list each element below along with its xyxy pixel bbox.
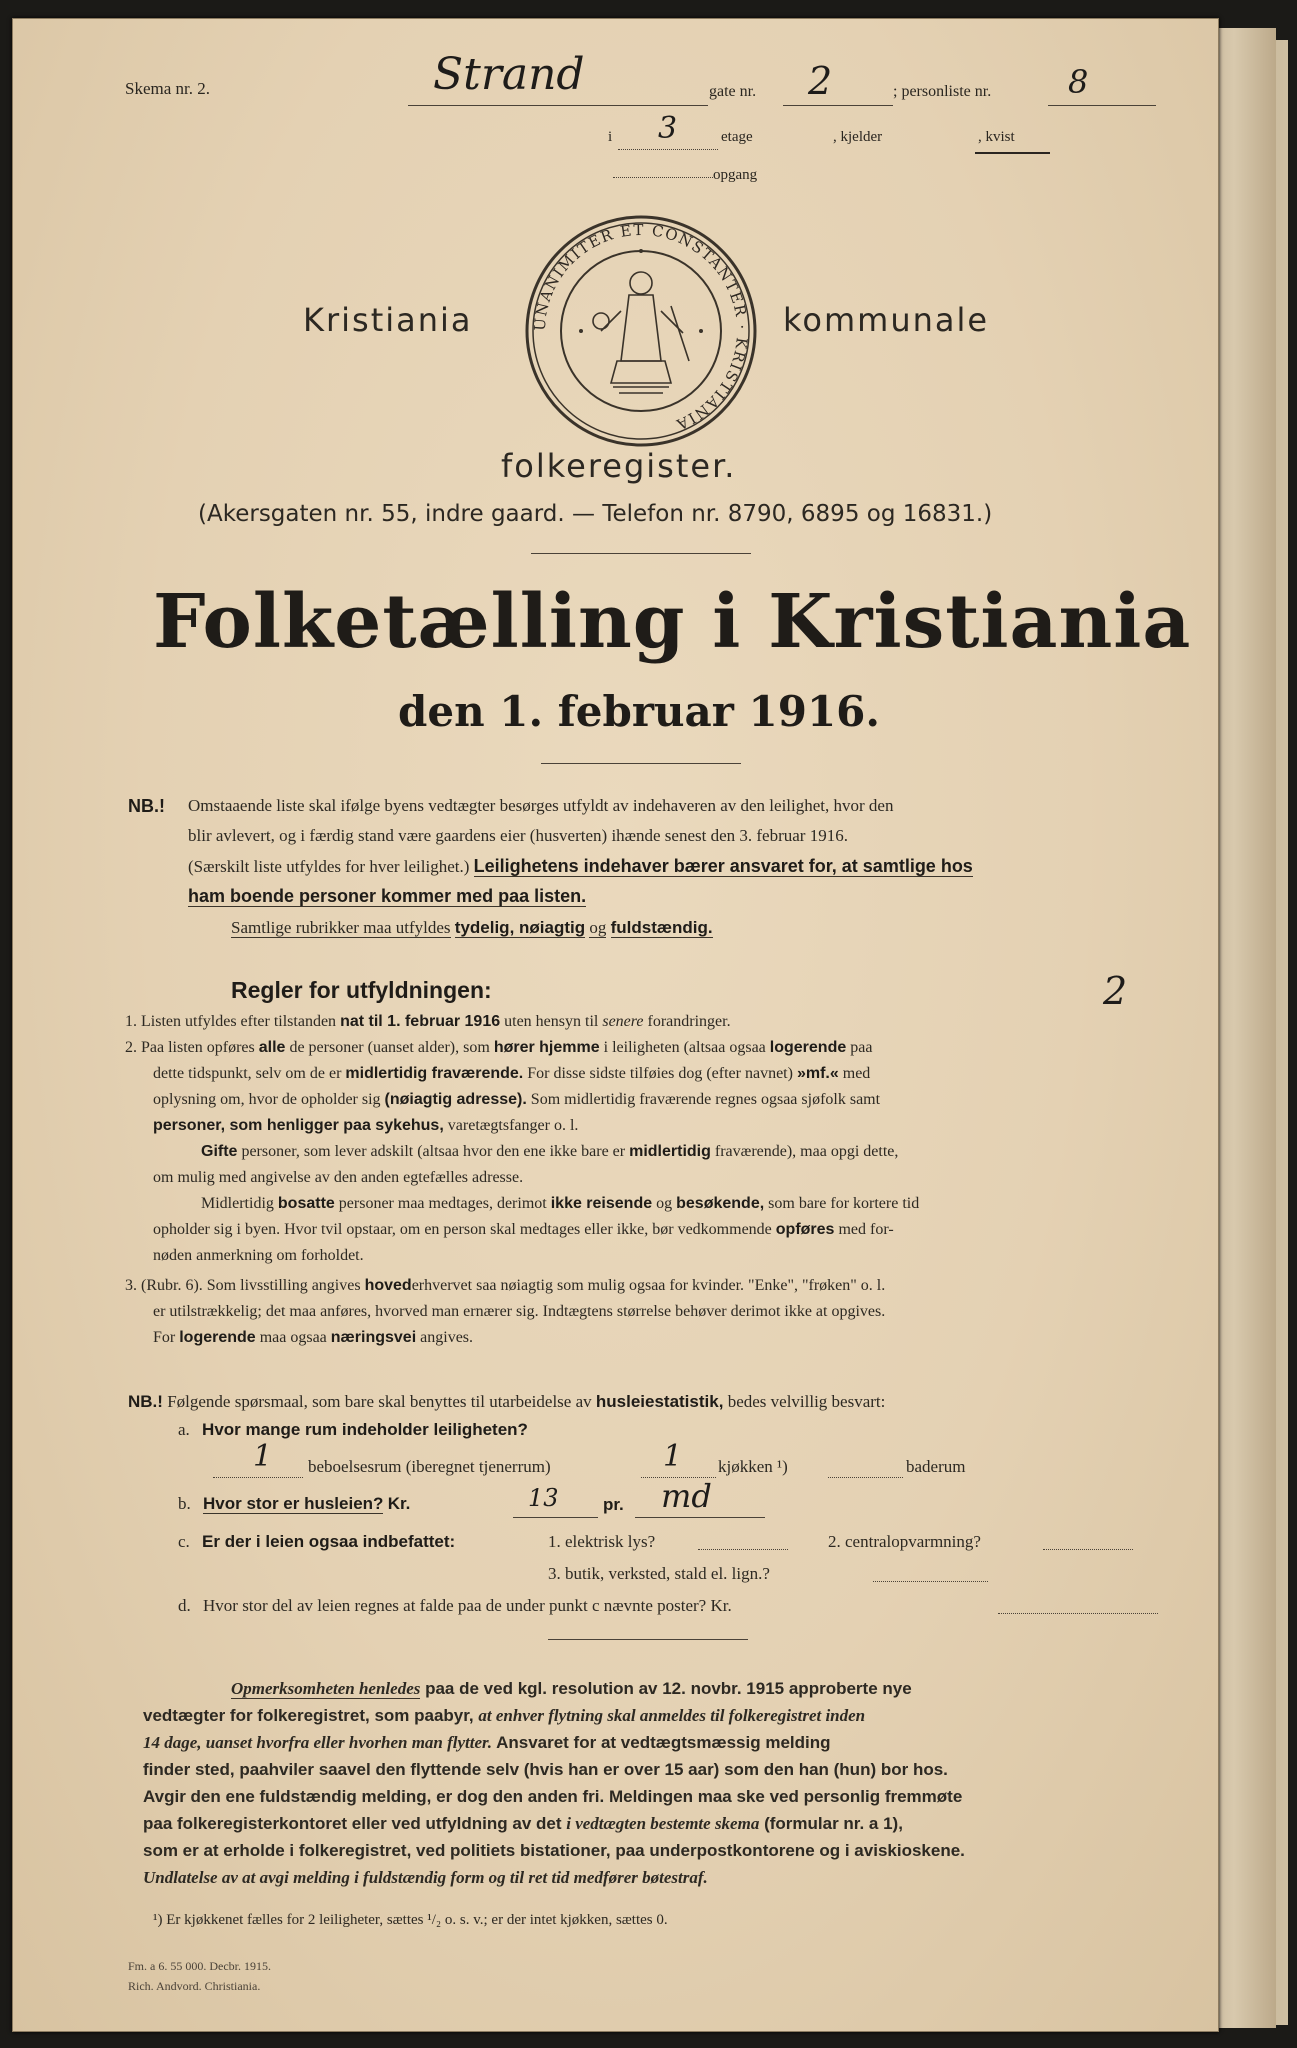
option-1: 1. elektrisk lys? xyxy=(548,1532,656,1551)
option-1-line xyxy=(698,1549,788,1550)
rule-2-a: Paa listen opføres xyxy=(141,1039,255,1056)
rule-2-q: varetægtsfanger o. l. xyxy=(447,1117,579,1134)
option-3: 3. butik, verksted, stald el. lign.? xyxy=(548,1564,770,1583)
option-3-line xyxy=(873,1581,988,1582)
divider xyxy=(548,1639,748,1640)
rule-3-b: hoved xyxy=(364,1277,412,1294)
etage-number: 3 xyxy=(658,111,678,146)
opgang-label: opgang xyxy=(713,167,758,183)
nb2-intro-a: Følgende spørsmaal, som bare skal benyttes til utarbeidelse av xyxy=(167,1392,592,1411)
skema-label: Skema nr. 2. xyxy=(125,79,210,98)
personliste-number: 8 xyxy=(1068,63,1089,101)
nb1-line-3 xyxy=(188,853,973,880)
notice-j: i vedtægten bestemte skema xyxy=(566,1814,760,1833)
nb2-intro xyxy=(128,1389,885,1415)
rule-2-u: fraværende), maa opgi dette, xyxy=(714,1143,899,1160)
rule-1-a: Listen utfyldes efter tilstanden xyxy=(141,1013,337,1030)
question-c-text: Er der i leien ogsaa indbefattet: xyxy=(202,1532,456,1551)
office-right: kommunale xyxy=(783,301,990,339)
rule-2-af: med for- xyxy=(838,1221,894,1238)
rooms-answer: 1 xyxy=(253,1439,273,1474)
notice-line-5: Avgir den ene fuldstændig melding, er dog den anden fri. Meldingen maa ske ved personlig fremmøte xyxy=(143,1787,963,1806)
notice-line-8: Undlatelse av at avgi melding i fuldstændig form og til ret tid medfører bøtestraf. xyxy=(143,1868,708,1887)
office-address: (Akersgaten nr. 55, indre gaard. — Telefon nr. 8790, 6895 og 16831.) xyxy=(198,501,993,527)
rule-3-g: maa ogsaa xyxy=(259,1329,327,1346)
notice-line-7: som er at erholde i folkeregistret, ved politiets bistationer, paa underpostkontorene og i aviskioskene. xyxy=(143,1841,965,1860)
notice-k: (formular nr. a 1), xyxy=(764,1814,903,1833)
rule-1-e: forandringer. xyxy=(647,1013,731,1030)
rule-1-d: senere xyxy=(602,1013,644,1030)
rent-kr-label: Kr. xyxy=(387,1494,411,1513)
kitchen-label: kjøkken ¹) xyxy=(718,1457,788,1476)
nb1-all-persons: ham boende personer kommer med paa listen. xyxy=(188,886,587,906)
rule-2-n: (nøiagtig adresse). xyxy=(384,1091,527,1108)
divider xyxy=(531,553,751,554)
street-line xyxy=(408,105,708,106)
rule-2-line-9: nøden anmerkning om forholdet. xyxy=(153,1247,364,1264)
nb1-line-5a: Samtlige rubrikker maa utfyldes xyxy=(231,918,451,937)
etage-line xyxy=(618,149,718,150)
rule-1-b: nat til 1. februar 1916 xyxy=(340,1013,501,1030)
rule-2-ab: besøkende, xyxy=(676,1195,765,1212)
rule-3-a: (Rubr. 6). Som livsstilling angives xyxy=(141,1277,361,1294)
rule-2-b: alle xyxy=(258,1039,286,1056)
margin-note: 2 xyxy=(1103,969,1128,1013)
rule-number: 1. xyxy=(125,1013,137,1030)
per-line xyxy=(635,1517,765,1518)
rule-2-x: bosatte xyxy=(277,1195,335,1212)
bath-answer-line xyxy=(828,1477,903,1478)
etage-label: etage xyxy=(721,129,753,145)
rule-3-f: logerende xyxy=(179,1329,256,1346)
nb2-intro-b: husleiestatistik, xyxy=(595,1392,724,1411)
rule-3-i: angives. xyxy=(420,1329,474,1346)
rule-number: 2. xyxy=(125,1039,137,1056)
rule-3-e: For xyxy=(153,1329,176,1346)
nb1-line-2: blir avlevert, og i færdig stand være gaardens eier (husverten) ihænde senest den 3. februar 1916. xyxy=(188,826,848,845)
census-form-page xyxy=(12,18,1219,2032)
rule-number: 3. xyxy=(125,1277,137,1294)
rule-2-m: oplysning om, hvor de opholder sig xyxy=(153,1091,381,1108)
rule-2-g: paa xyxy=(850,1039,873,1056)
kjelder-label: , kjelder xyxy=(833,129,883,145)
rule-2-e: i leiligheten (altsaa ogsaa xyxy=(603,1039,766,1056)
nb2-intro-c: bedes velvillig besvart: xyxy=(727,1392,886,1411)
notice-line-2 xyxy=(143,1702,1178,1729)
i-label: i xyxy=(608,129,613,145)
rule-2-ad: opholder sig i byen. Hvor tvil opstaar, om en person skal medtages eller ikke, bør vedkommende xyxy=(153,1221,772,1238)
gate-line xyxy=(783,105,893,106)
notice-d: at enhver flytning skal anmeldes til folkeregistret inden xyxy=(478,1706,866,1725)
notice-i: paa folkeregisterkontoret eller ved utfyldning av det xyxy=(143,1814,562,1833)
question-b xyxy=(178,1491,410,1517)
per-label: pr. xyxy=(603,1495,624,1514)
rule-3-line-2: er utilstrækkelig; det maa anføres, hvorved man ernærer sig. Indtægtens størrelse behøver derimot ikke at opgives. xyxy=(153,1303,886,1320)
question-d-label: d. xyxy=(178,1596,191,1615)
rule-2-c: de personer (uanset alder), som xyxy=(289,1039,490,1056)
kitchen-answer: 1 xyxy=(663,1439,683,1474)
question-a xyxy=(178,1417,528,1443)
question-d xyxy=(178,1593,732,1619)
rule-2-h: dette tidspunkt, selv om de er xyxy=(153,1065,342,1082)
title-date: den 1. februar 1916. xyxy=(398,687,881,736)
rule-2-line-3 xyxy=(153,1087,880,1113)
option-2: 2. centralopvarmning? xyxy=(828,1532,981,1551)
rule-2-line-6: om mulig med angivelse av den anden egtefælles adresse. xyxy=(153,1169,524,1186)
kvist-underline xyxy=(975,152,1050,154)
rule-2-i: midlertidig fraværende. xyxy=(345,1065,524,1082)
divider xyxy=(541,763,741,764)
nb1-line-5c: og xyxy=(589,918,607,937)
rule-2-ac: som bare for kortere tid xyxy=(768,1195,920,1212)
rule-2-p: personer, som henligger paa sykehus, xyxy=(153,1117,444,1134)
notice-line-4: finder sted, paahviler saavel den flyttende selv (hvis han er over 15 aar) som den han (hun) bor hos. xyxy=(143,1760,948,1779)
rule-2-line-8 xyxy=(153,1217,894,1243)
notice-line-6 xyxy=(143,1810,1178,1837)
rule-2-z: ikke reisende xyxy=(550,1195,653,1212)
notice-line-3 xyxy=(143,1729,1178,1756)
rule-2-line-2 xyxy=(153,1061,870,1087)
rule-2-r: Gifte xyxy=(201,1143,238,1160)
nb1-line-4 xyxy=(188,883,586,910)
rule-2-line-1 xyxy=(125,1035,872,1061)
imprint-line-1: Fm. a 6. 55 000. Decbr. 1915. xyxy=(128,1959,271,1973)
question-c xyxy=(178,1529,455,1555)
rule-1 xyxy=(125,1009,731,1035)
rule-2-w: Midlertidig xyxy=(201,1195,274,1212)
nb1-line-5b: tydelig, nøiagtig xyxy=(454,918,586,937)
rule-2-k: »mf.« xyxy=(796,1065,839,1082)
option-2-line xyxy=(1043,1549,1133,1550)
nb2-label: NB.! xyxy=(128,1392,163,1411)
per-answer: md xyxy=(661,1477,712,1515)
question-c-label: c. xyxy=(178,1532,190,1551)
notice-block xyxy=(143,1675,1178,1891)
rule-2-t: midlertidig xyxy=(629,1143,711,1160)
notice-line-1 xyxy=(143,1675,1178,1702)
rule-3-c: erhvervet saa nøiagtig som mulig ogsaa for kvinder. "Enke", "frøken" o. l. xyxy=(411,1277,886,1294)
bath-label: baderum xyxy=(906,1457,966,1476)
rule-2-line-5 xyxy=(201,1139,898,1165)
rule-2-f: logerende xyxy=(769,1039,847,1056)
rule-2-j: For disse sidste tilføies dog (efter navnet) xyxy=(527,1065,793,1082)
gate-number: 2 xyxy=(808,59,833,103)
rent-line xyxy=(513,1517,598,1518)
rule-2-s: personer, som lever adskilt (altsaa hvor den ene ikke bare er xyxy=(241,1143,626,1160)
question-d-text: Hvor stor del av leien regnes at falde paa de under punkt c nævnte poster? xyxy=(203,1596,707,1615)
rule-2-ae: opføres xyxy=(775,1221,835,1238)
nb1-label: NB.! xyxy=(128,796,165,816)
notice-f: Ansvaret for at vedtægtsmæssig melding xyxy=(496,1733,831,1752)
notice-b: paa de ved kgl. resolution av 12. novbr. 1915 approberte nye xyxy=(425,1679,912,1698)
rule-2-y: personer maa medtages, derimot xyxy=(338,1195,547,1212)
rule-2-aa: og xyxy=(656,1195,673,1212)
rule-2-o: Som midlertidig fraværende regnes ogsaa sjøfolk samt xyxy=(530,1091,881,1108)
title-main: Folketælling i Kristiania xyxy=(153,579,1192,665)
question-b-text: Hvor stor er husleien? xyxy=(203,1494,384,1513)
notice-a: Opmerksomheten henledes xyxy=(231,1679,421,1698)
nb1-line-5 xyxy=(231,915,713,941)
rule-2-line-7 xyxy=(201,1191,919,1217)
question-a-label: a. xyxy=(178,1420,190,1439)
notice-c: vedtægter for folkeregistret, som paabyr, xyxy=(143,1706,474,1725)
rent-answer: 13 xyxy=(528,1484,559,1512)
question-d-kr: Kr. xyxy=(710,1596,732,1615)
svg-text:UNANIMITER ET CONSTANTER · KRI: UNANIMITER ET CONSTANTER · KRISTIANIA xyxy=(530,220,752,435)
nb1-line-5d: fuldstændig. xyxy=(610,918,713,937)
personliste-label: ; personliste nr. xyxy=(893,83,992,100)
rooms-label: beboelsesrum (iberegnet tjenerrum) xyxy=(308,1457,551,1476)
kristiania-seal xyxy=(521,211,761,451)
question-d-line xyxy=(998,1613,1158,1614)
rule-2-l: med xyxy=(842,1065,871,1082)
nb1-line-1: Omstaaende liste skal ifølge byens vedtægter besørges utfyldt av indehaveren av den leilighet, hvor den xyxy=(188,796,894,815)
nb1-responsibility: Leilighetens indehaver bærer ansvaret for, at samtlige hos xyxy=(473,856,973,876)
rule-3-line-1 xyxy=(125,1273,885,1299)
rooms-answer-line xyxy=(213,1477,303,1478)
personliste-line xyxy=(1048,105,1156,106)
question-b-label: b. xyxy=(178,1494,191,1513)
office-left: Kristiania xyxy=(303,301,473,339)
rule-3-line-3 xyxy=(153,1325,473,1351)
rule-2-d: hører hjemme xyxy=(493,1039,600,1056)
kvist-label: , kvist xyxy=(978,129,1015,145)
rule-2-line-4 xyxy=(153,1113,578,1139)
footnote: ¹) Er kjøkkenet fælles for 2 leiligheter, sættes ¹/₂ o. s. v.; er der intet kjøkken, sættes 0. xyxy=(153,1912,668,1928)
street-handwritten: Strand xyxy=(433,49,585,100)
rule-3-h: næringsvei xyxy=(330,1329,417,1346)
question-a-text: Hvor mange rum indeholder leiligheten? xyxy=(202,1420,528,1439)
rules-heading: Regler for utfyldningen: xyxy=(231,977,492,1003)
office-register: folkeregister. xyxy=(501,447,737,485)
nb1-line-3a: (Særskilt liste utfyldes for hver leilighet.) xyxy=(188,857,470,876)
rule-1-c: uten hensyn til xyxy=(504,1013,599,1030)
gate-label: gate nr. xyxy=(709,83,757,100)
opgang-line xyxy=(613,177,713,178)
imprint-line-2: Rich. Andvord. Christiania. xyxy=(128,1979,261,1993)
notice-e: 14 dage, uanset hvorfra eller hvorhen man flytter. xyxy=(143,1733,492,1752)
